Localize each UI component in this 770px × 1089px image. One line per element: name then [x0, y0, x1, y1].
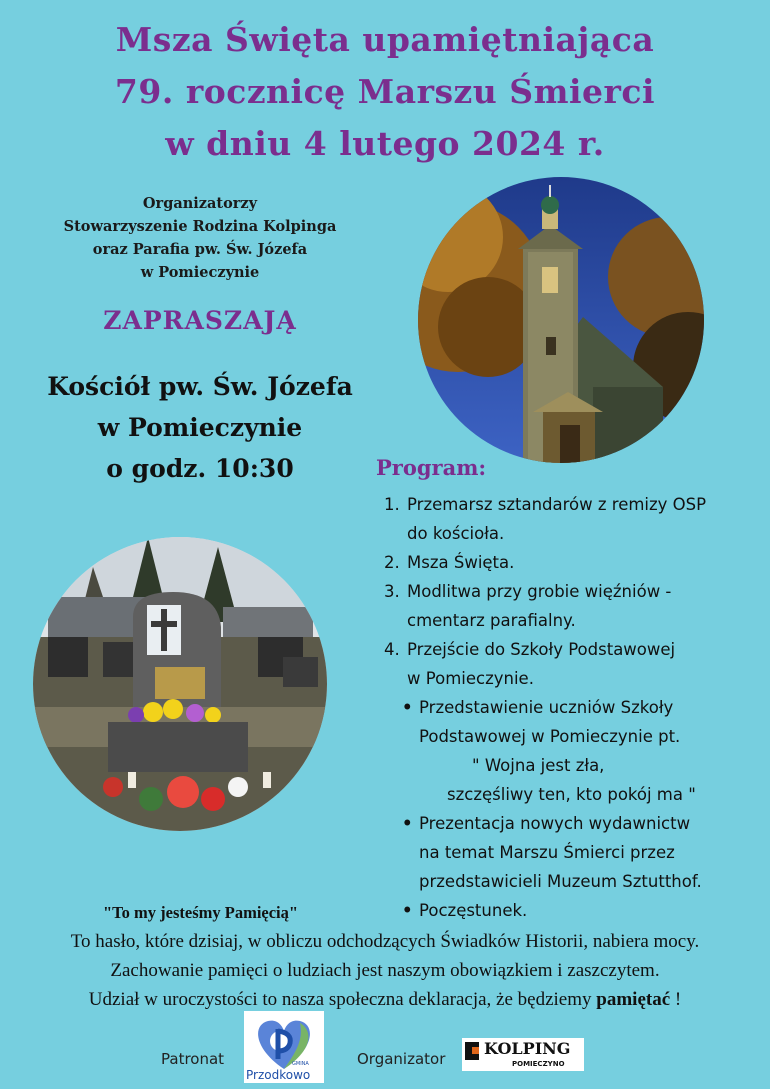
logo-gmina-text: GMINA: [292, 1061, 309, 1067]
page-title: [0, 14, 770, 170]
list-text: Modlitwa przy grobie więźniów -: [407, 582, 672, 601]
performance-title-line-1: " Wojna jest zła,: [472, 756, 605, 775]
motto-line-3-text: Udział w uroczystości to nasza społeczna deklaracja, że będziemy: [88, 989, 597, 1010]
bullet-text-cont: Podstawowej w Pomieczynie pt.: [419, 727, 681, 746]
organizers-line-4: w Pomieczynie: [140, 264, 260, 281]
motto-line-3-end: !: [670, 989, 682, 1010]
organizers-block: [20, 192, 380, 284]
przodkowo-logo: [244, 1011, 324, 1083]
motto-title: "To my jesteśmy Pamięcią": [103, 903, 299, 922]
kolping-name: KOLPING: [484, 1039, 571, 1058]
program-list: [384, 490, 754, 925]
list-number: 1.: [384, 495, 400, 514]
venue-line-2: w Pomieczynie: [97, 413, 303, 442]
list-text-cont: w Pomieczynie.: [407, 669, 534, 688]
kolping-k-icon: [465, 1042, 479, 1060]
church-illustration: [418, 177, 704, 463]
memorial-photo: [33, 537, 327, 831]
organizers-line-2: Stowarzyszenie Rodzina Kolpinga: [63, 218, 337, 235]
bullet-item: [384, 693, 754, 722]
patron-label: Patronat: [161, 1050, 225, 1068]
performance-title-line-2: szczęśliwy ten, kto pokój ma ": [447, 785, 696, 804]
list-number: 3.: [384, 582, 400, 601]
list-text-cont: cmentarz parafialny.: [407, 611, 576, 630]
title-line-3: w dniu 4 lutego 2024 r.: [165, 124, 605, 163]
bullet-text-cont: na temat Marszu Śmierci przez: [419, 843, 675, 862]
list-number: 2.: [384, 553, 400, 572]
invite-heading: ZAPRASZAJĄ: [103, 306, 297, 335]
memorial-illustration: [33, 537, 327, 831]
venue-time: o godz. 10:30: [106, 454, 294, 483]
logo-przodkowo-text: Przodkowo: [246, 1068, 311, 1082]
organizer-label: Organizator: [357, 1050, 446, 1068]
program-heading: Program:: [376, 455, 487, 480]
list-item: [384, 635, 754, 664]
organizers-heading: Organizatorzy: [142, 195, 258, 212]
venue-block: [10, 366, 390, 489]
list-item: [384, 490, 754, 519]
bullet-text: Przedstawienie uczniów Szkoły: [419, 698, 674, 717]
bullet-text: Poczęstunek.: [419, 901, 528, 920]
motto-line-1: To hasło, które dzisiaj, w obliczu odchodzących Świadków Historii, nabiera mocy.: [70, 931, 700, 952]
kolping-logo: [462, 1038, 584, 1071]
list-text: Przemarsz sztandarów z remizy OSP: [407, 495, 707, 514]
title-line-1: Msza Święta upamiętniająca: [115, 20, 655, 59]
bullet-item: [384, 809, 754, 838]
list-text: Msza Święta.: [407, 553, 515, 572]
venue-line-1: Kościół pw. Św. Józefa: [47, 372, 353, 401]
list-text: Przejście do Szkoły Podstawowej: [407, 640, 676, 659]
list-item: [384, 577, 754, 606]
kolping-sub: POMIECZYNO: [512, 1060, 565, 1068]
title-line-2: 79. rocznicę Marszu Śmierci: [114, 72, 656, 111]
bullet-icon: •: [402, 698, 413, 717]
list-item: [384, 548, 754, 577]
list-number: 4.: [384, 640, 400, 659]
bullet-text: Prezentacja nowych wydawnictw: [419, 814, 691, 833]
motto-emphasis: pamiętać: [596, 989, 671, 1010]
organizers-line-3: oraz Parafia pw. Św. Józefa: [92, 241, 308, 258]
bullet-icon: •: [402, 901, 413, 920]
church-photo: [418, 177, 704, 463]
list-text-cont: do kościoła.: [407, 524, 505, 543]
bullet-text-cont: przedstawicieli Muzeum Sztutthof.: [419, 872, 702, 891]
motto-line-3: [0, 985, 770, 1014]
motto-text: [0, 927, 770, 1014]
bullet-item: [384, 896, 754, 925]
bullet-icon: •: [402, 814, 413, 833]
motto-line-2: Zachowanie pamięci o ludziach jest naszym obowiązkiem i zaszczytem.: [110, 960, 660, 981]
